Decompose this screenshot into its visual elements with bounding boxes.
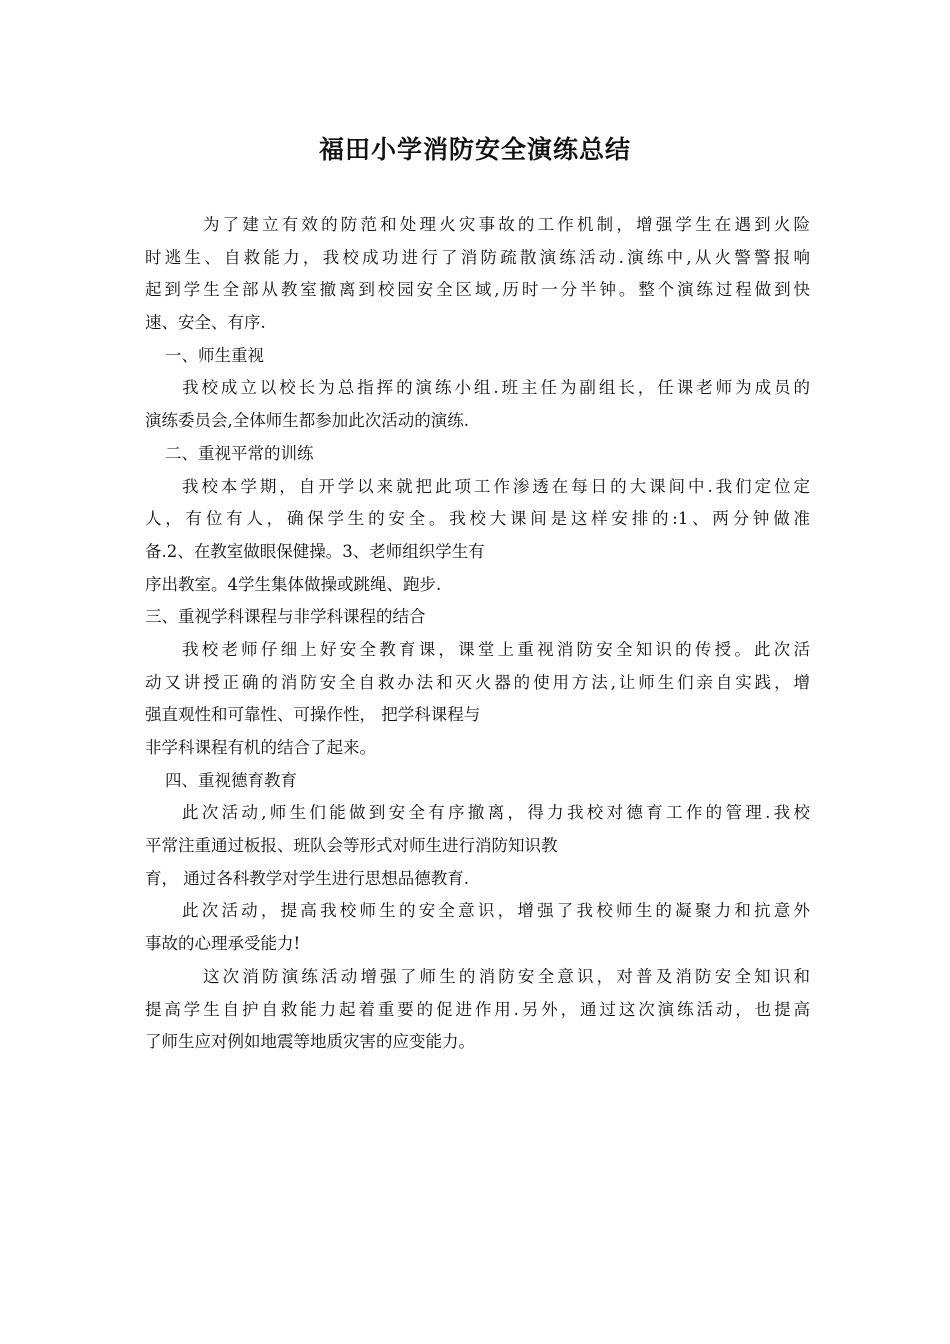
text-line [145,471,810,504]
text-line-content: 为了建立有效的防范和处理火灾事故的工作机制，增强学生在遇到火险 [203,215,810,234]
text-line [145,634,810,667]
text-line: 了师生应对例如地震等地质灾害的应变能力。 [145,1032,475,1052]
text-line: 平常注重通过板报、班队会等形式对师生进行消防知识教 [145,836,558,856]
text-line: 育， 通过各科教学对学生进行思想品德教育. [145,868,469,888]
text-line [145,209,810,242]
text-line: 演练委员会,全体师生都参加此次活动的演练. [145,411,469,431]
text-line-content: 此次活动,师生们能做到安全有序撤离，得力我校对德育工作的管理.我校 [182,803,810,823]
text-line [145,895,810,928]
text-line-content: 我校成立以校长为总指挥的演练小组.班主任为副组长，任课老师为成员的 [182,378,810,398]
text-line [145,667,810,700]
text-line [145,242,810,275]
text-line [145,274,810,307]
text-line: 序出教室。4学生集体做操或跳绳、跑步. [145,574,442,594]
text-line-content: 此次活动，提高我校师生的安全意识，增强了我校师生的凝聚力和抗意外 [182,901,810,921]
text-line-content: 时逃生、自救能力，我校成功进行了消防疏散演练活动.演练中,从火警警报响 [145,247,810,267]
text-line: 一、师生重视 [165,345,264,365]
text-line [145,503,810,536]
text-line [145,797,810,830]
text-line: 事故的心理承受能力! [145,934,301,954]
text-line-content: 这次消防演练活动增强了师生的消防安全意识，对普及消防安全知识和 [203,966,810,986]
text-line: 三、重视学科课程与非学科课程的结合 [145,607,426,627]
text-line-content: 起到学生全部从教室撤离到校园安全区域,历时一分半钟。整个演练过程做到快 [145,280,810,300]
text-line [145,961,810,994]
text-line: 备.2、在教室做眼保健操。3、老师组织学生有 [145,541,485,561]
text-line-content: 我校本学期，自开学以来就把此项工作渗透在每日的大课间中.我们定位定 [182,476,810,496]
text-line: 二、重视平常的训练 [165,443,314,463]
document-title: 福田小学消防安全演练总结 [318,135,631,164]
text-line: 非学科课程有机的结合了起来。 [145,738,376,757]
text-line-content: 提高学生自护自救能力起着重要的促进作用.另外，通过这次演练活动，也提高 [145,999,810,1019]
text-line [145,994,810,1027]
text-line [145,372,810,405]
text-line-content: 我校老师仔细上好安全教育课，课堂上重视消防安全知识的传授。此次活 [182,639,810,659]
text-line: 强直观性和可靠性、可操作性， 把学科课程与 [145,705,481,725]
text-line-content: 人，有位有人，确保学生的安全。我校大课间是这样安排的:1、两分钟做准 [145,509,810,529]
document-body [145,209,810,1059]
text-line: 速、安全、有序. [145,313,266,333]
text-line-content: 动又讲授正确的消防安全自救办法和灭火器的使用方法,让师生们亲自实践，增 [145,672,810,692]
text-line: 四、重视德育教育 [165,770,297,790]
